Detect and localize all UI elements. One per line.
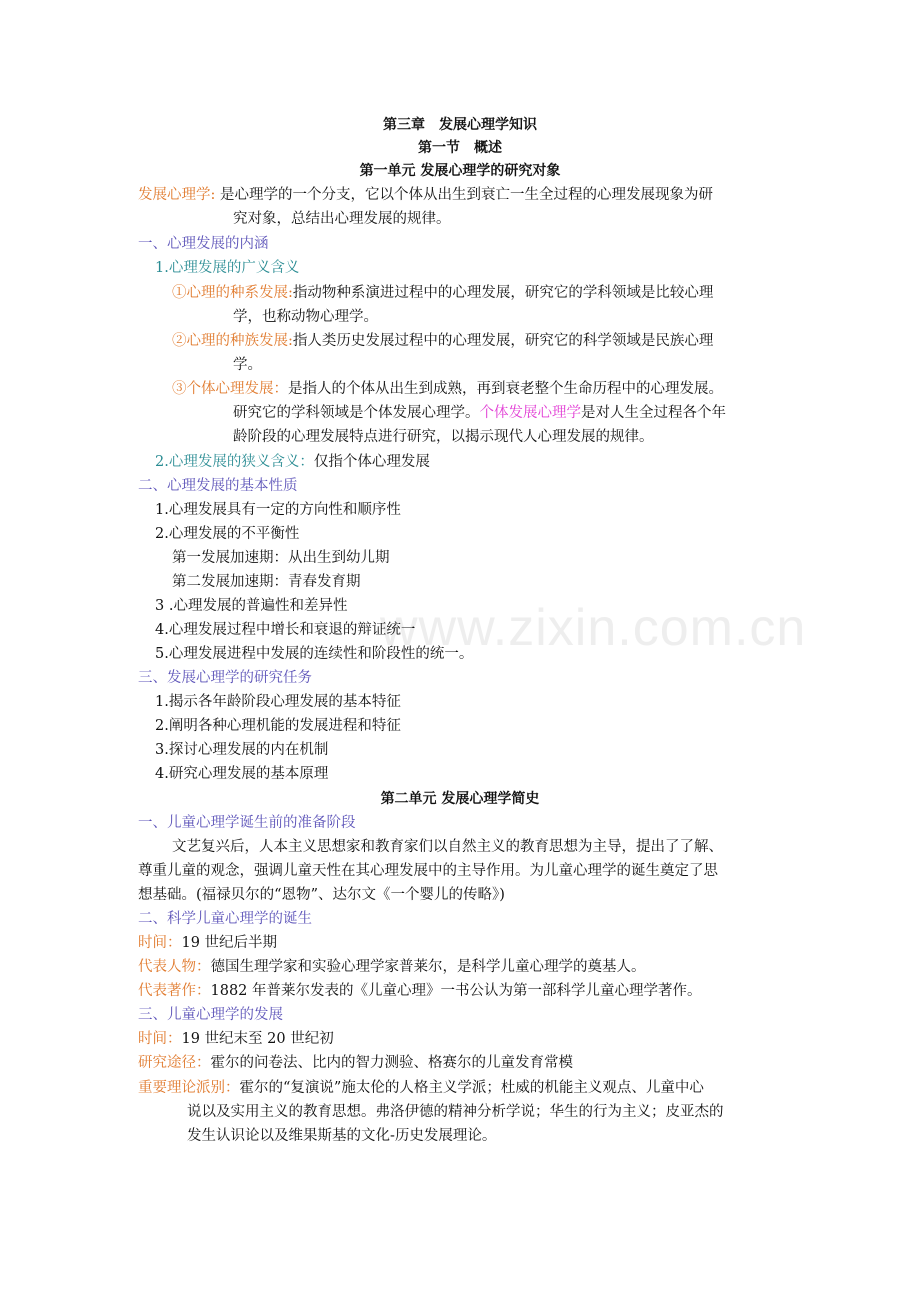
section-title: 第一节 概述: [418, 140, 502, 156]
field-label: 重要理论派别：: [138, 1080, 240, 1096]
item-text-cont: 学，也称动物心理学。: [233, 309, 378, 325]
item-text: 指人类历史发展过程中的心理发展，研究它的科学领域是民族心理: [292, 333, 714, 349]
school-line: [138, 1077, 704, 1099]
method-line: [138, 1052, 573, 1074]
subheading-text: 仅指个体心理发展: [313, 454, 430, 470]
item-text-cont: 龄阶段的心理发展特点进行研究，以揭示现代人心理发展的规律。: [233, 429, 654, 445]
item-text: 研究它的学科领域是个体发展心理学。: [233, 405, 480, 421]
item-text-cont: 学。: [233, 357, 262, 373]
item-label: ②心理的种族发展:: [172, 333, 293, 349]
item-phylogenetic: [172, 282, 713, 304]
item-label: ③个体心理发展：: [172, 381, 288, 397]
field-value: 霍尔的“复演说”施太伦的人格主义学派；杜威的机能主义观点、儿童中心: [239, 1080, 704, 1096]
item-text: 是对人生全过程各个年: [581, 405, 726, 421]
item-text-cont: [233, 402, 726, 424]
definition-line: [138, 184, 713, 206]
list-item: 1.心理发展具有一定的方向性和顺序性: [155, 502, 401, 518]
paragraph-line: 尊重儿童的观念，强调儿童天性在其心理发展中的主导作用。为儿童心理学的诞生奠定了思: [138, 863, 718, 879]
school-cont: 发生认识论以及维果斯基的文化-历史发展理论。: [187, 1128, 497, 1144]
list-item: 4.心理发展过程中增长和衰退的辩证统一: [155, 622, 416, 638]
list-item: 2.阐明各种心理机能的发展进程和特征: [155, 718, 401, 734]
definition-text: 是心理学的一个分支，它以个体从出生到衰亡一生全过程的心理发展现象为研: [220, 187, 713, 203]
subheading-narrow: [155, 451, 430, 473]
field-value: 德国生理学家和实验心理学家普莱尔，是科学儿童心理学的奠基人。: [210, 959, 646, 975]
item-ethnic: [172, 330, 713, 352]
item-text: 指动物种系演进过程中的心理发展，研究它的学科领域是比较心理: [292, 285, 714, 301]
subheading-label: 2.心理发展的狭义含义：: [155, 454, 314, 470]
time-line: [138, 1028, 334, 1050]
heading-3: 三、发展心理学的研究任务: [138, 670, 312, 686]
item-label: ①心理的种系发展:: [172, 285, 293, 301]
item-text: 是指人的个体从出生到成熟，再到衰老整个生命历程中的心理发展。: [288, 381, 723, 397]
field-label: 研究途径：: [138, 1055, 211, 1071]
field-label: 时间：: [138, 935, 182, 951]
definition-cont: 究对象，总结出心理发展的规律。: [233, 211, 451, 227]
field-label: 时间：: [138, 1031, 182, 1047]
heading-1: 一、心理发展的内涵: [138, 236, 269, 252]
list-item: 1.揭示各年龄阶段心理发展的基本特征: [155, 694, 401, 710]
field-label: 代表人物：: [138, 959, 211, 975]
definition-term: 发展心理学:: [138, 187, 216, 203]
time-line: [138, 932, 277, 954]
highlight-term: 个体发展心理学: [479, 405, 581, 421]
chapter-title: 第三章 发展心理学知识: [383, 117, 537, 133]
watermark: www.zixin.com.cn: [380, 599, 807, 657]
school-cont: 说以及实用主义的教育思想。弗洛伊德的精神分析学说；华生的行为主义；皮亚杰的: [187, 1104, 724, 1120]
subheading-broad: 1.心理发展的广义含义: [155, 260, 300, 276]
person-line: [138, 956, 646, 978]
item-individual: [172, 378, 723, 400]
work-line: [138, 980, 702, 1002]
history-heading-3: 三、儿童心理学的发展: [138, 1007, 283, 1023]
list-item: 2.心理发展的不平衡性: [155, 526, 300, 542]
field-value: 19 世纪末至 20 世纪初: [181, 1031, 334, 1047]
list-item: 4.研究心理发展的基本原理: [155, 766, 329, 782]
list-item: 第二发展加速期：青春发育期: [172, 574, 361, 590]
list-item: 3.探讨心理发展的内在机制: [155, 742, 329, 758]
heading-2: 二、心理发展的基本性质: [138, 478, 298, 494]
field-value: 1882 年普莱尔发表的《儿童心理》一书公认为第一部科学儿童心理学著作。: [210, 983, 702, 999]
list-item: 第一发展加速期：从出生到幼儿期: [172, 550, 390, 566]
unit-title: 第二单元 发展心理学简史: [380, 791, 540, 807]
list-item: 3 .心理发展的普遍性和差异性: [155, 598, 348, 614]
field-label: 代表著作：: [138, 983, 211, 999]
unit-title: 第一单元 发展心理学的研究对象: [359, 163, 561, 179]
field-value: 霍尔的问卷法、比内的智力测验、格赛尔的儿童发育常模: [210, 1055, 573, 1071]
paragraph-line: 想基础。(福禄贝尔的“恩物”、达尔文《一个婴儿的传略》): [138, 887, 505, 903]
history-heading-1: 一、儿童心理学诞生前的准备阶段: [138, 815, 356, 831]
history-heading-2: 二、科学儿童心理学的诞生: [138, 911, 312, 927]
list-item: 5.心理发展进程中发展的连续性和阶段性的统一。: [155, 646, 474, 662]
paragraph-line: 文艺复兴后，人本主义思想家和教育家们以自然主义的教育思想为主导，提出了了解、: [172, 839, 723, 855]
field-value: 19 世纪后半期: [181, 935, 278, 951]
